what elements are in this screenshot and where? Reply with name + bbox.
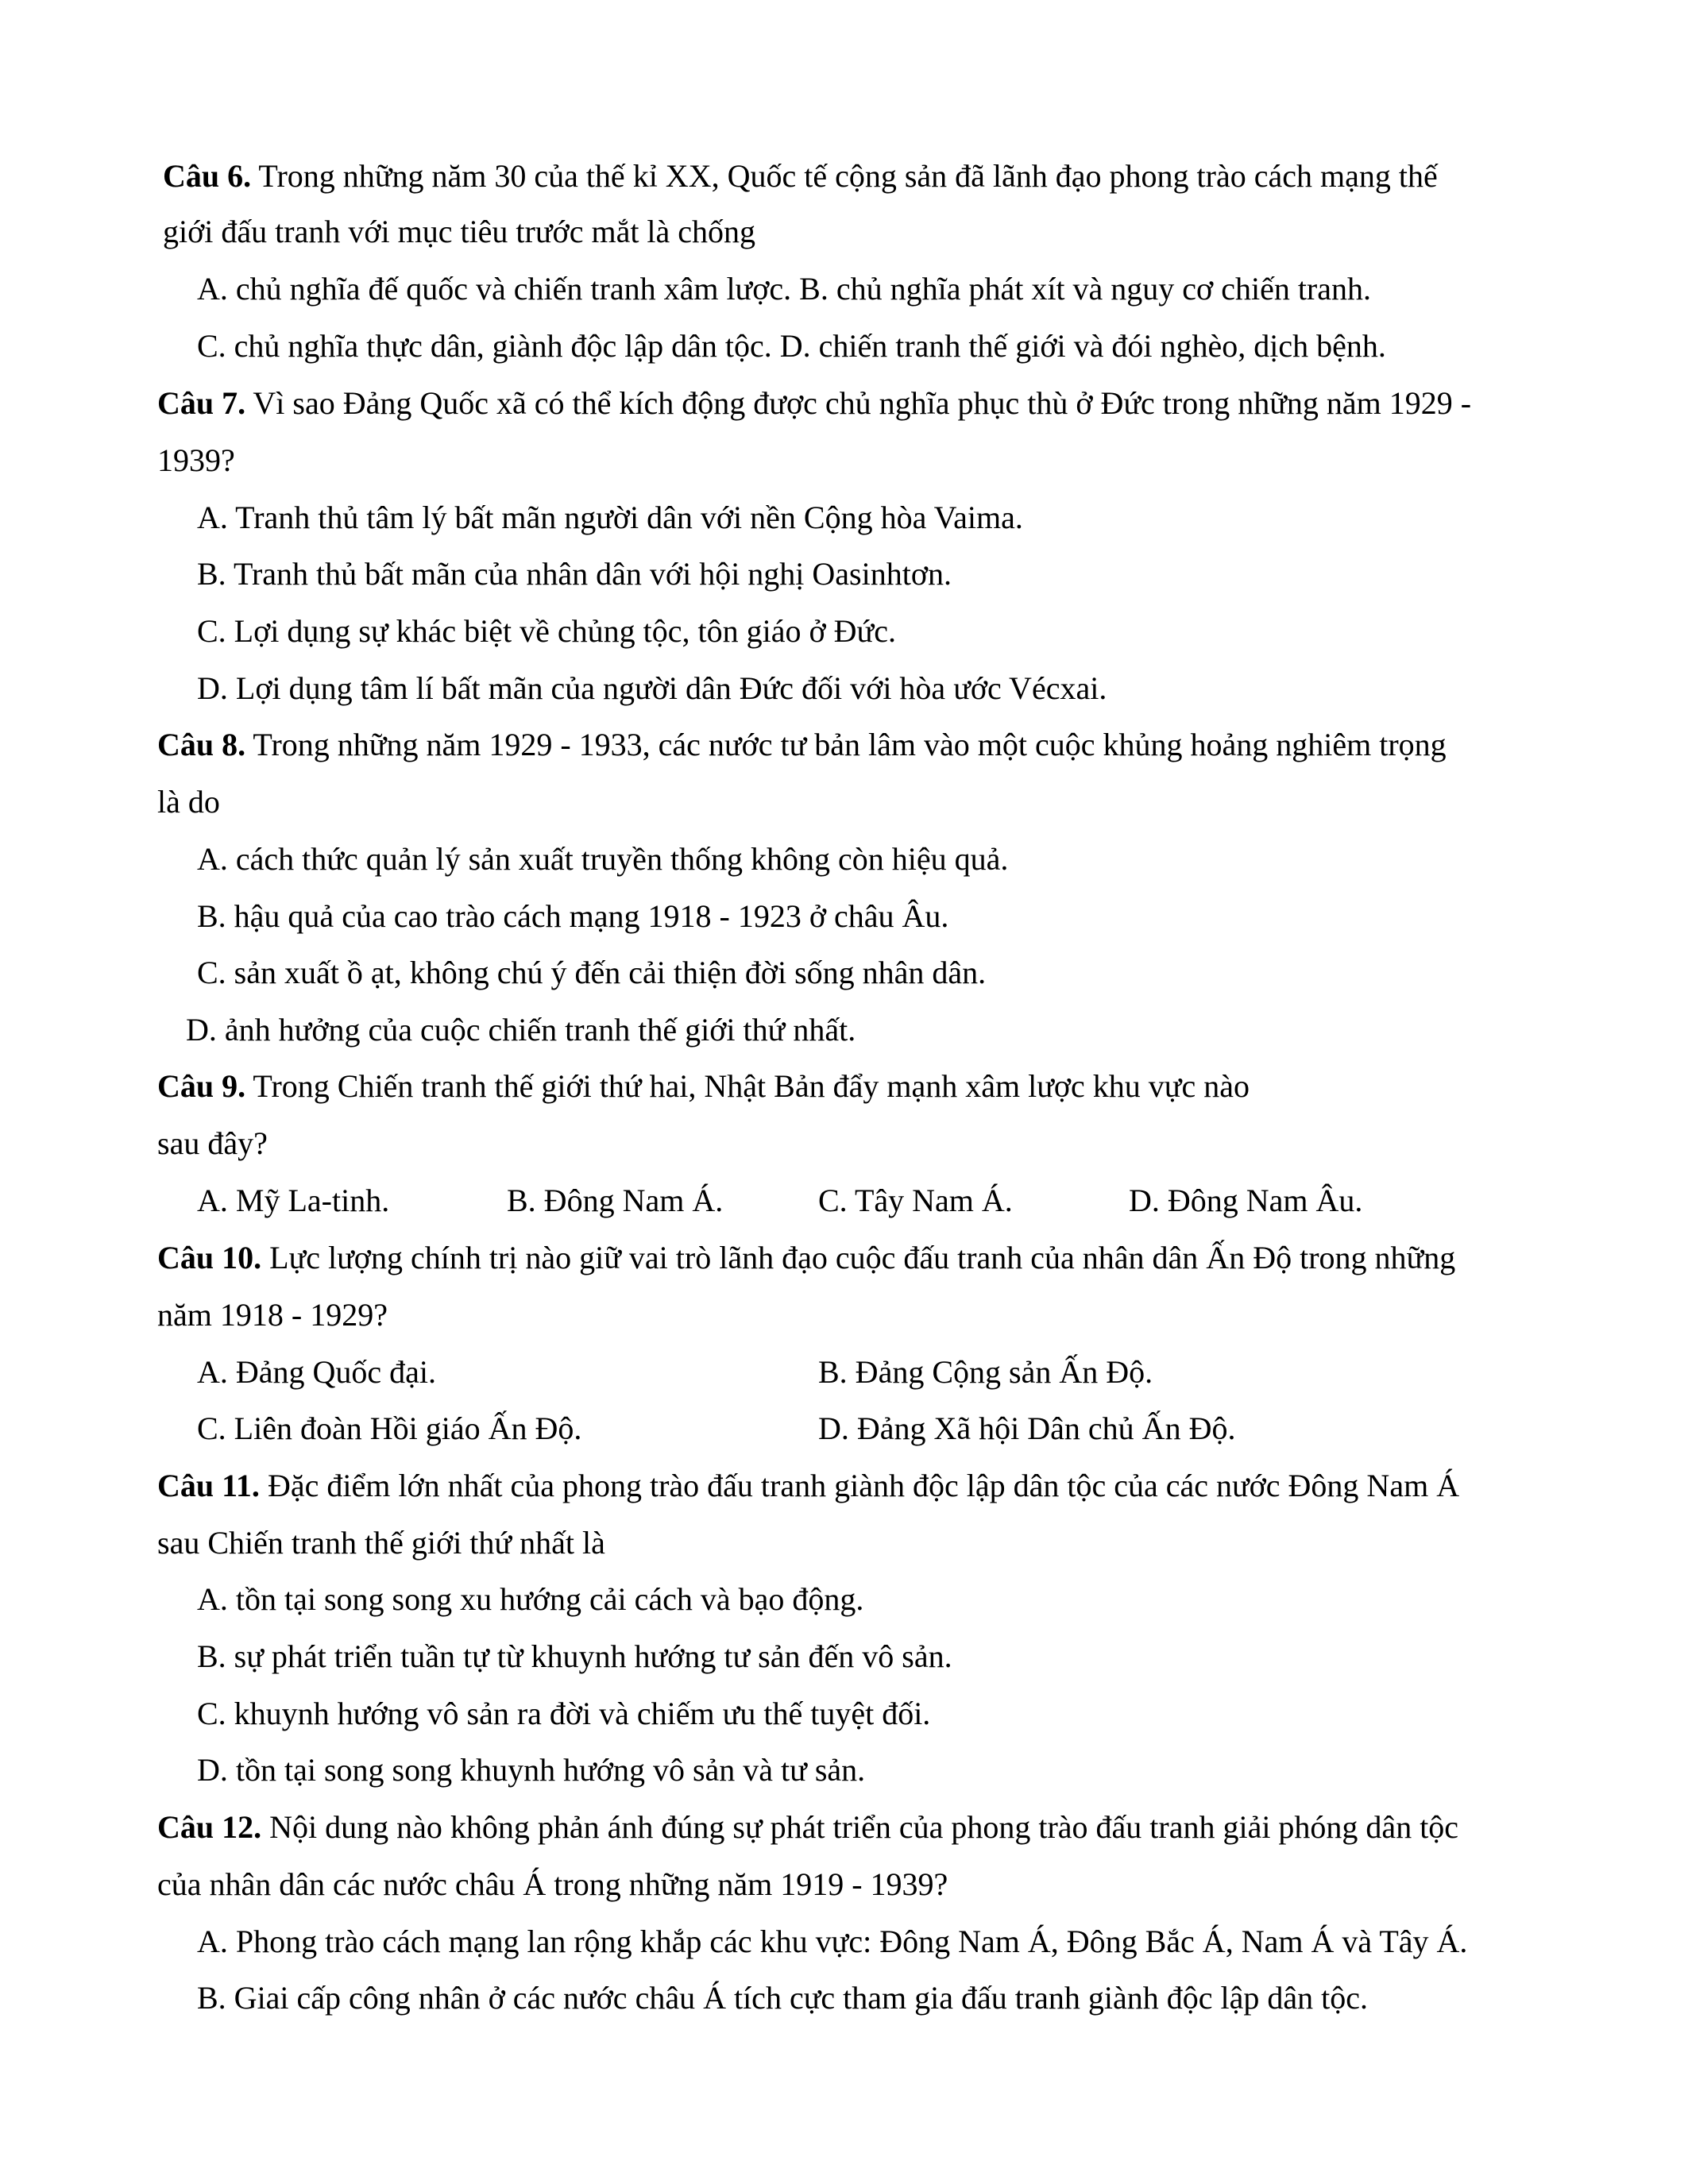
- question-label: Câu 6.: [163, 158, 252, 194]
- question-label: Câu 9.: [157, 1068, 246, 1104]
- question-10-stem-cont: năm 1918 - 1929?: [157, 1297, 388, 1333]
- answer-option-b: B. Đảng Cộng sản Ấn Độ.: [818, 1354, 1153, 1390]
- answer-option: D. tồn tại song song khuynh hướng vô sản và tư sản.: [197, 1752, 866, 1788]
- answer-option: A. cách thức quản lý sản xuất truyền thống không còn hiệu quả.: [197, 841, 1009, 877]
- question-text: Lực lượng chính trị nào giữ vai trò lãnh đạo cuộc đấu tranh của nhân dân Ấn Độ trong những: [261, 1240, 1456, 1275]
- question-text: Đặc điểm lớn nhất của phong trào đấu tranh giành độc lập dân tộc của các nước Đông Nam Á: [259, 1468, 1460, 1503]
- answer-option-d: D. Đông Nam Âu.: [1129, 1183, 1363, 1218]
- answer-option-c: C. Liên đoàn Hồi giáo Ấn Độ.: [197, 1410, 582, 1446]
- question-9-stem: [157, 1068, 1250, 1104]
- question-label: Câu 11.: [157, 1468, 260, 1503]
- question-label: Câu 10.: [157, 1240, 262, 1275]
- question-text: Nội dung nào không phản ánh đúng sự phát triển của phong trào đấu tranh giải phóng dân tộc: [261, 1809, 1459, 1845]
- answer-option-c: C. Tây Nam Á.: [818, 1183, 1013, 1218]
- question-12-stem: [157, 1809, 1459, 1845]
- question-label: Câu 7.: [157, 385, 246, 421]
- answer-option: A. tồn tại song song xu hướng cải cách và bạo động.: [197, 1581, 864, 1617]
- question-text: Trong Chiến tranh thế giới thứ hai, Nhật Bản đẩy mạnh xâm lược khu vực nào: [245, 1068, 1250, 1104]
- question-11-stem-cont: sau Chiến tranh thế giới thứ nhất là: [157, 1525, 605, 1561]
- question-12-stem-cont: của nhân dân các nước châu Á trong những năm 1919 - 1939?: [157, 1866, 948, 1902]
- answer-option: B. Tranh thủ bất mãn của nhân dân với hội nghị Oasinhtơn.: [197, 556, 952, 592]
- answer-option-a: A. Mỹ La-tinh.: [197, 1183, 390, 1218]
- answer-option-d: D. Đảng Xã hội Dân chủ Ấn Độ.: [818, 1410, 1236, 1446]
- question-9-stem-cont: sau đây?: [157, 1125, 268, 1161]
- answer-option: C. chủ nghĩa thực dân, giành độc lập dân tộc. D. chiến tranh thế giới và đói nghèo, dịch bệnh.: [197, 328, 1386, 364]
- answer-option: D. Lợi dụng tâm lí bất mãn của người dân Đức đối với hòa ước Vécxai.: [197, 670, 1107, 706]
- answer-option: B. hậu quả của cao trào cách mạng 1918 - 1923 ở châu Âu.: [197, 898, 949, 934]
- answer-option: B. Giai cấp công nhân ở các nước châu Á tích cực tham gia đấu tranh giành độc lập dân tộc.: [197, 1980, 1369, 2016]
- question-11-stem: [157, 1470, 1459, 1502]
- question-10-stem: [157, 1242, 1455, 1274]
- question-7-stem: [157, 385, 1472, 421]
- answer-option: A. Phong trào cách mạng lan rộng khắp các khu vực: Đông Nam Á, Đông Bắc Á, Nam Á và Tây Á.: [197, 1924, 1468, 1959]
- answer-option: B. sự phát triển tuần tự từ khuynh hướng tư sản đến vô sản.: [197, 1638, 952, 1674]
- question-6-stem-cont: giới đấu tranh với mục tiêu trước mắt là chống: [163, 214, 756, 249]
- answer-option: A. chủ nghĩa đế quốc và chiến tranh xâm lược. B. chủ nghĩa phát xít và nguy cơ chiến tranh.: [197, 271, 1372, 307]
- answer-option-a: A. Đảng Quốc đại.: [197, 1354, 437, 1390]
- question-text: Trong những năm 30 của thế kỉ XX, Quốc tế cộng sản đã lãnh đạo phong trào cách mạng thế: [251, 158, 1438, 194]
- answer-option-b: B. Đông Nam Á.: [507, 1183, 724, 1218]
- question-text: Vì sao Đảng Quốc xã có thể kích động được chủ nghĩa phục thù ở Đức trong những năm 1929 -: [245, 385, 1472, 421]
- question-6-stem: [163, 160, 1438, 192]
- answer-option: C. sản xuất ồ ạt, không chú ý đến cải thiện đời sống nhân dân.: [197, 955, 987, 990]
- question-text: Trong những năm 1929 - 1933, các nước tư bản lâm vào một cuộc khủng hoảng nghiêm trọng: [245, 727, 1447, 762]
- answer-option: D. ảnh hưởng của cuộc chiến tranh thế giới thứ nhất.: [186, 1012, 856, 1048]
- question-8-stem-cont: là do: [157, 784, 220, 820]
- question-7-stem-cont: 1939?: [157, 442, 235, 478]
- answer-option: C. Lợi dụng sự khác biệt về chủng tộc, tôn giáo ở Đức.: [197, 613, 896, 649]
- question-label: Câu 12.: [157, 1809, 262, 1845]
- answer-option: C. khuynh hướng vô sản ra đời và chiếm ưu thế tuyệt đối.: [197, 1696, 931, 1731]
- answer-option: A. Tranh thủ tâm lý bất mãn người dân với nền Cộng hòa Vaima.: [197, 500, 1023, 535]
- question-label: Câu 8.: [157, 727, 246, 762]
- question-8-stem: [157, 729, 1447, 761]
